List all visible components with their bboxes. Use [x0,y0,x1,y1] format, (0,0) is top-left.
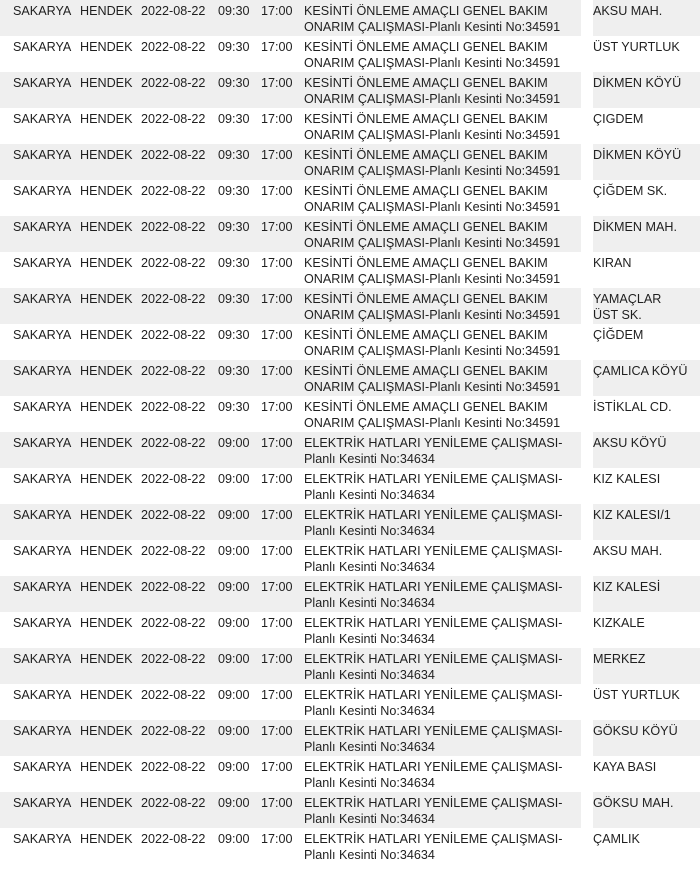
location-cell [593,684,700,720]
location-cell [593,720,700,756]
location-cell [593,612,700,648]
description-cell [304,792,581,828]
description-line: KESİNTİ ÖNLEME AMAÇLI GENEL BAKIM [304,364,548,378]
column-gap [581,576,593,612]
location-cell [593,252,700,288]
date-cell: 2022-08-22 [141,396,218,432]
end-time-cell: 17:00 [261,648,304,684]
start-time-cell: 09:00 [218,684,261,720]
location-line: ÇİĞDEM [593,328,644,342]
table-row [0,396,700,432]
description-line: KESİNTİ ÖNLEME AMAÇLI GENEL BAKIM [304,400,548,414]
description-line: ONARIM ÇALIŞMASI-Planlı Kesinti No:34591 [304,344,561,358]
start-time-cell: 09:00 [218,756,261,792]
location-cell [593,324,700,360]
district-cell: HENDEK [80,612,141,648]
description-line: ONARIM ÇALIŞMASI-Planlı Kesinti No:34591 [304,164,561,178]
location-line: ÇAMLICA KÖYÜ [593,364,688,378]
description-cell [304,180,581,216]
district-cell: HENDEK [80,720,141,756]
end-time-cell: 17:00 [261,504,304,540]
table-row [0,252,700,288]
location-line: GÖKSU MAH. [593,796,674,810]
description-cell [304,324,581,360]
column-gap [581,504,593,540]
end-time-cell: 17:00 [261,468,304,504]
description-line: ELEKTRİK HATLARI YENİLEME ÇALIŞMASI- [304,724,563,738]
date-cell: 2022-08-22 [141,252,218,288]
location-line: DİKMEN KÖYÜ [593,76,682,90]
column-gap [581,540,593,576]
column-gap [581,612,593,648]
end-time-cell: 17:00 [261,72,304,108]
table-row [0,540,700,576]
description-line: ELEKTRİK HATLARI YENİLEME ÇALIŞMASI- [304,652,563,666]
description-cell [304,540,581,576]
column-gap [581,180,593,216]
location-line: DİKMEN MAH. [593,220,677,234]
location-line: MERKEZ [593,652,646,666]
column-gap [581,720,593,756]
description-line: ONARIM ÇALIŞMASI-Planlı Kesinti No:34591 [304,272,561,286]
description-cell [304,216,581,252]
location-line: KIZ KALESI/1 [593,508,671,522]
date-cell: 2022-08-22 [141,216,218,252]
district-cell: HENDEK [80,792,141,828]
table-row [0,180,700,216]
province-cell: SAKARYA [0,756,80,792]
description-line: Planlı Kesinti No:34634 [304,488,435,502]
date-cell: 2022-08-22 [141,360,218,396]
description-line: ONARIM ÇALIŞMASI-Planlı Kesinti No:34591 [304,20,561,34]
start-time-cell: 09:00 [218,468,261,504]
date-cell: 2022-08-22 [141,792,218,828]
description-line: ELEKTRİK HATLARI YENİLEME ÇALIŞMASI- [304,832,563,846]
description-line: ELEKTRİK HATLARI YENİLEME ÇALIŞMASI- [304,544,563,558]
location-cell [593,360,700,396]
description-line: ELEKTRİK HATLARI YENİLEME ÇALIŞMASI- [304,580,563,594]
date-cell: 2022-08-22 [141,72,218,108]
district-cell: HENDEK [80,0,141,36]
column-gap [581,360,593,396]
date-cell: 2022-08-22 [141,432,218,468]
end-time-cell: 17:00 [261,0,304,36]
province-cell: SAKARYA [0,360,80,396]
location-cell [593,756,700,792]
description-cell [304,684,581,720]
date-cell: 2022-08-22 [141,288,218,324]
location-line: AKSU MAH. [593,544,663,558]
location-line: ÇAMLIK [593,832,640,846]
description-cell [304,756,581,792]
description-line: ONARIM ÇALIŞMASI-Planlı Kesinti No:34591 [304,56,561,70]
location-line: KIZ KALESI [593,472,661,486]
date-cell: 2022-08-22 [141,144,218,180]
location-cell [593,144,700,180]
location-cell [593,540,700,576]
description-line: Planlı Kesinti No:34634 [304,632,435,646]
date-cell: 2022-08-22 [141,468,218,504]
end-time-cell: 17:00 [261,756,304,792]
end-time-cell: 17:00 [261,144,304,180]
start-time-cell: 09:00 [218,612,261,648]
description-line: Planlı Kesinti No:34634 [304,740,435,754]
date-cell: 2022-08-22 [141,36,218,72]
column-gap [581,648,593,684]
description-line: ONARIM ÇALIŞMASI-Planlı Kesinti No:34591 [304,200,561,214]
column-gap [581,432,593,468]
description-line: ONARIM ÇALIŞMASI-Planlı Kesinti No:34591 [304,380,561,394]
description-line: Planlı Kesinti No:34634 [304,560,435,574]
table-row [0,432,700,468]
location-cell [593,108,700,144]
description-line: KESİNTİ ÖNLEME AMAÇLI GENEL BAKIM [304,292,548,306]
end-time-cell: 17:00 [261,684,304,720]
column-gap [581,144,593,180]
start-time-cell: 09:00 [218,540,261,576]
district-cell: HENDEK [80,360,141,396]
end-time-cell: 17:00 [261,252,304,288]
description-line: Planlı Kesinti No:34634 [304,596,435,610]
description-cell [304,612,581,648]
district-cell: HENDEK [80,576,141,612]
date-cell: 2022-08-22 [141,612,218,648]
description-line: Planlı Kesinti No:34634 [304,704,435,718]
province-cell: SAKARYA [0,540,80,576]
table-row [0,684,700,720]
description-line: ELEKTRİK HATLARI YENİLEME ÇALIŞMASI- [304,436,563,450]
date-cell: 2022-08-22 [141,756,218,792]
start-time-cell: 09:30 [218,360,261,396]
province-cell: SAKARYA [0,576,80,612]
description-line: Planlı Kesinti No:34634 [304,776,435,790]
table-row [0,612,700,648]
end-time-cell: 17:00 [261,396,304,432]
location-line: ÇİĞDEM SK. [593,184,668,198]
location-cell [593,432,700,468]
end-time-cell: 17:00 [261,36,304,72]
description-line: KESİNTİ ÖNLEME AMAÇLI GENEL BAKIM [304,148,548,162]
column-gap [581,108,593,144]
start-time-cell: 09:30 [218,36,261,72]
description-line: ELEKTRİK HATLARI YENİLEME ÇALIŞMASI- [304,796,563,810]
district-cell: HENDEK [80,396,141,432]
date-cell: 2022-08-22 [141,540,218,576]
description-line: KESİNTİ ÖNLEME AMAÇLI GENEL BAKIM [304,220,548,234]
column-gap [581,792,593,828]
location-cell [593,468,700,504]
description-cell [304,36,581,72]
end-time-cell: 17:00 [261,576,304,612]
table-row [0,144,700,180]
start-time-cell: 09:00 [218,828,261,864]
date-cell: 2022-08-22 [141,648,218,684]
table-row [0,504,700,540]
province-cell: SAKARYA [0,324,80,360]
location-cell [593,396,700,432]
start-time-cell: 09:30 [218,396,261,432]
district-cell: HENDEK [80,144,141,180]
province-cell: SAKARYA [0,252,80,288]
province-cell: SAKARYA [0,468,80,504]
description-line: KESİNTİ ÖNLEME AMAÇLI GENEL BAKIM [304,4,548,18]
end-time-cell: 17:00 [261,360,304,396]
location-line: KIZKALE [593,616,645,630]
district-cell: HENDEK [80,288,141,324]
province-cell: SAKARYA [0,396,80,432]
description-cell [304,0,581,36]
table-row [0,756,700,792]
date-cell: 2022-08-22 [141,828,218,864]
description-cell [304,144,581,180]
district-cell: HENDEK [80,216,141,252]
start-time-cell: 09:00 [218,720,261,756]
district-cell: HENDEK [80,756,141,792]
district-cell: HENDEK [80,540,141,576]
end-time-cell: 17:00 [261,108,304,144]
district-cell: HENDEK [80,684,141,720]
description-line: Planlı Kesinti No:34634 [304,668,435,682]
location-line: ÜST YURTLUK [593,688,680,702]
description-cell [304,396,581,432]
table-row [0,720,700,756]
column-gap [581,324,593,360]
location-line: ÇIGDEM [593,112,644,126]
district-cell: HENDEK [80,504,141,540]
table-row [0,324,700,360]
table-row [0,360,700,396]
description-cell [304,72,581,108]
description-cell [304,468,581,504]
description-line: ELEKTRİK HATLARI YENİLEME ÇALIŞMASI- [304,760,563,774]
start-time-cell: 09:30 [218,216,261,252]
location-line: KIZ KALESİ [593,580,661,594]
province-cell: SAKARYA [0,612,80,648]
date-cell: 2022-08-22 [141,180,218,216]
location-line: AKSU MAH. [593,4,663,18]
description-cell [304,648,581,684]
date-cell: 2022-08-22 [141,324,218,360]
location-cell [593,504,700,540]
table-row [0,792,700,828]
description-line: ELEKTRİK HATLARI YENİLEME ÇALIŞMASI- [304,688,563,702]
province-cell: SAKARYA [0,432,80,468]
location-cell [593,0,700,36]
column-gap [581,288,593,324]
province-cell: SAKARYA [0,180,80,216]
start-time-cell: 09:30 [218,180,261,216]
start-time-cell: 09:30 [218,324,261,360]
province-cell: SAKARYA [0,720,80,756]
description-line: Planlı Kesinti No:34634 [304,452,435,466]
province-cell: SAKARYA [0,504,80,540]
province-cell: SAKARYA [0,792,80,828]
province-cell: SAKARYA [0,216,80,252]
district-cell: HENDEK [80,324,141,360]
description-cell [304,288,581,324]
location-line: ÜST YURTLUK [593,40,680,54]
description-line: KESİNTİ ÖNLEME AMAÇLI GENEL BAKIM [304,112,548,126]
description-cell [304,828,581,864]
table-row [0,72,700,108]
date-cell: 2022-08-22 [141,576,218,612]
end-time-cell: 17:00 [261,432,304,468]
description-line: KESİNTİ ÖNLEME AMAÇLI GENEL BAKIM [304,76,548,90]
district-cell: HENDEK [80,36,141,72]
province-cell: SAKARYA [0,684,80,720]
location-cell [593,216,700,252]
description-line: Planlı Kesinti No:34634 [304,848,435,862]
location-line: KIRAN [593,256,632,270]
province-cell: SAKARYA [0,288,80,324]
location-line: YAMAÇLAR [593,292,662,306]
description-line: KESİNTİ ÖNLEME AMAÇLI GENEL BAKIM [304,328,548,342]
column-gap [581,396,593,432]
end-time-cell: 17:00 [261,540,304,576]
date-cell: 2022-08-22 [141,0,218,36]
start-time-cell: 09:00 [218,576,261,612]
description-line: Planlı Kesinti No:34634 [304,812,435,826]
location-line: GÖKSU KÖYÜ [593,724,678,738]
description-cell [304,432,581,468]
description-line: ELEKTRİK HATLARI YENİLEME ÇALIŞMASI- [304,472,563,486]
description-line: ONARIM ÇALIŞMASI-Planlı Kesinti No:34591 [304,92,561,106]
column-gap [581,684,593,720]
description-line: ELEKTRİK HATLARI YENİLEME ÇALIŞMASI- [304,508,563,522]
description-cell [304,504,581,540]
location-line: AKSU KÖYÜ [593,436,667,450]
table-row [0,216,700,252]
description-cell [304,576,581,612]
table-row [0,288,700,324]
description-line: KESİNTİ ÖNLEME AMAÇLI GENEL BAKIM [304,256,548,270]
start-time-cell: 09:00 [218,792,261,828]
date-cell: 2022-08-22 [141,108,218,144]
location-cell [593,288,700,324]
table-row [0,828,700,864]
location-cell [593,828,700,864]
table-row [0,0,700,36]
district-cell: HENDEK [80,432,141,468]
start-time-cell: 09:00 [218,648,261,684]
district-cell: HENDEK [80,180,141,216]
location-line: İSTİKLAL CD. [593,400,672,414]
province-cell: SAKARYA [0,144,80,180]
table-row [0,648,700,684]
description-line: ONARIM ÇALIŞMASI-Planlı Kesinti No:34591 [304,416,561,430]
start-time-cell: 09:30 [218,144,261,180]
province-cell: SAKARYA [0,36,80,72]
district-cell: HENDEK [80,828,141,864]
end-time-cell: 17:00 [261,612,304,648]
end-time-cell: 17:00 [261,288,304,324]
description-line: ONARIM ÇALIŞMASI-Planlı Kesinti No:34591 [304,308,561,322]
end-time-cell: 17:00 [261,216,304,252]
location-line: KAYA BASI [593,760,657,774]
end-time-cell: 17:00 [261,324,304,360]
location-cell [593,576,700,612]
province-cell: SAKARYA [0,0,80,36]
district-cell: HENDEK [80,108,141,144]
description-line: ONARIM ÇALIŞMASI-Planlı Kesinti No:34591 [304,236,561,250]
description-line: ELEKTRİK HATLARI YENİLEME ÇALIŞMASI- [304,616,563,630]
description-line: KESİNTİ ÖNLEME AMAÇLI GENEL BAKIM [304,40,548,54]
district-cell: HENDEK [80,252,141,288]
table-row [0,36,700,72]
start-time-cell: 09:30 [218,0,261,36]
table-row [0,468,700,504]
column-gap [581,72,593,108]
start-time-cell: 09:30 [218,252,261,288]
district-cell: HENDEK [80,468,141,504]
start-time-cell: 09:00 [218,432,261,468]
description-cell [304,360,581,396]
column-gap [581,36,593,72]
location-line: DİKMEN KÖYÜ [593,148,682,162]
description-line: KESİNTİ ÖNLEME AMAÇLI GENEL BAKIM [304,184,548,198]
description-cell [304,720,581,756]
column-gap [581,756,593,792]
description-line: ONARIM ÇALIŞMASI-Planlı Kesinti No:34591 [304,128,561,142]
start-time-cell: 09:00 [218,504,261,540]
end-time-cell: 17:00 [261,720,304,756]
province-cell: SAKARYA [0,72,80,108]
location-cell [593,180,700,216]
description-line: Planlı Kesinti No:34634 [304,524,435,538]
location-line: ÜST SK. [593,308,642,322]
date-cell: 2022-08-22 [141,684,218,720]
column-gap [581,216,593,252]
end-time-cell: 17:00 [261,828,304,864]
column-gap [581,0,593,36]
start-time-cell: 09:30 [218,108,261,144]
column-gap [581,468,593,504]
location-cell [593,36,700,72]
date-cell: 2022-08-22 [141,504,218,540]
province-cell: SAKARYA [0,648,80,684]
location-cell [593,648,700,684]
district-cell: HENDEK [80,72,141,108]
end-time-cell: 17:00 [261,792,304,828]
table-row [0,108,700,144]
column-gap [581,252,593,288]
column-gap [581,828,593,864]
district-cell: HENDEK [80,648,141,684]
start-time-cell: 09:30 [218,288,261,324]
province-cell: SAKARYA [0,828,80,864]
location-cell [593,792,700,828]
description-cell [304,252,581,288]
start-time-cell: 09:30 [218,72,261,108]
table-row [0,576,700,612]
province-cell: SAKARYA [0,108,80,144]
end-time-cell: 17:00 [261,180,304,216]
description-cell [304,108,581,144]
location-cell [593,72,700,108]
date-cell: 2022-08-22 [141,720,218,756]
